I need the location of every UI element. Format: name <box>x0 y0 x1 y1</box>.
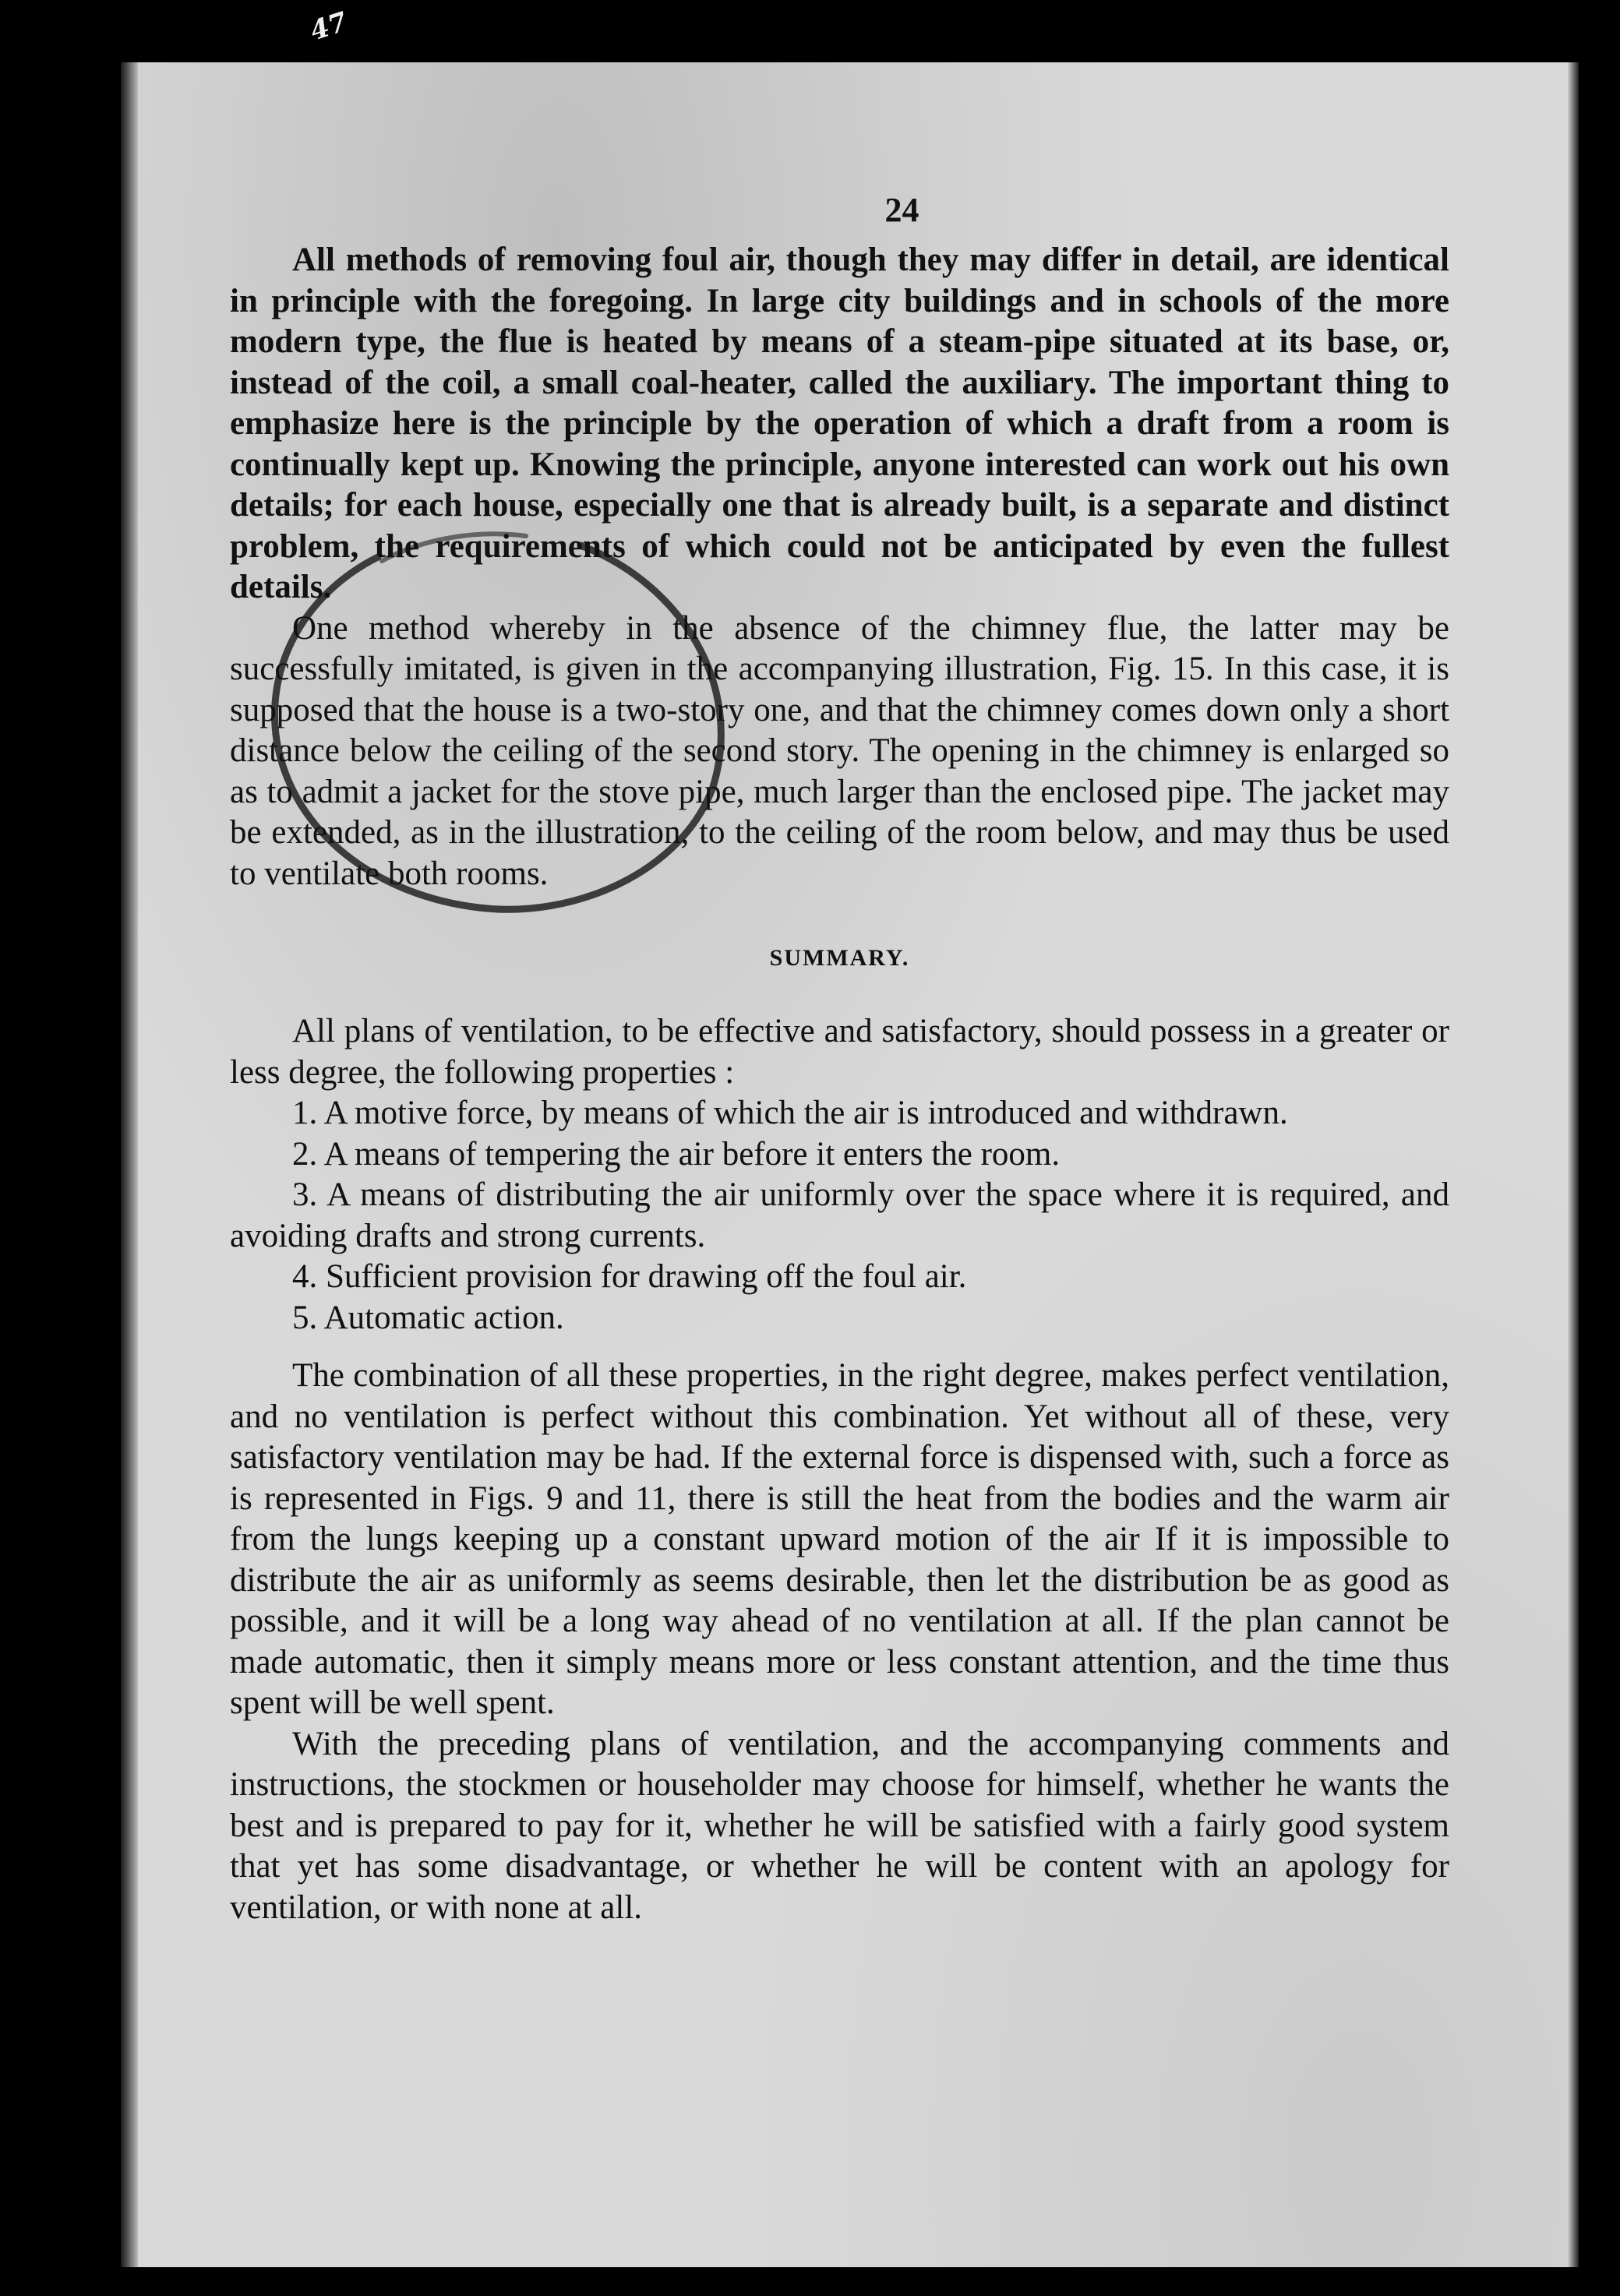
page-binding-edge <box>121 62 138 2267</box>
page-body-text <box>230 187 1449 1928</box>
paragraph-closing: With the preceding plans of ventilation, and the accompanying comments and instructions, the stockmen or householder may choose for himself, whether he wants the best and is prepared to pay for it, whether he will be satisfied with a fairly good system that yet has some disadvantage, or whether he will be content with an apology for ventilation, or with none at all. <box>230 1725 1449 1926</box>
paragraph-foul-air-methods: All methods of removing foul air, though they may differ in detail, are identical in principle with the foregoing. In large city buildings and in schools of the more modern type, the flue is heated by means of a steam-pipe situated at its base, or, instead of the coil, a small coal-heater, called the auxiliary. The important thing to emphasize here is the principle by the operation of which a draft from a room is continually kept up. Knowing the principle, anyone interested can work out his own details; for each house, especially one that is already built, is a separate and distinct problem, the requirements of which could not be anticipated by even the fullest details. <box>230 242 1449 605</box>
page-right-edge <box>1568 62 1579 2267</box>
summary-heading: SUMMARY. <box>769 945 910 971</box>
summary-intro: All plans of ventilation, to be effective and satisfactory, should possess in a greater or less degree, the following properties : <box>230 1013 1449 1091</box>
paragraph-chimney-imitation: One method whereby in the absence of the chimney flue, the latter may be successfully imitated, is given in the accompanying illustration, Fig. 15. In this case, it is supposed that the house is a two-story one, and that the chimney comes down only a short distance below the ceiling of the second story. The opening in the chimney is enlarged so as to admit a jacket for the stove pipe, much larger than the enclosed pipe. The jacket may be extended, as in the illustration, to the ceiling of the room below, and may thus be used to ventilate both rooms. <box>230 609 1449 892</box>
summary-list-item: 2. A means of tempering the air before it enters the room. <box>292 1135 1061 1173</box>
summary-list-item: 1. A motive force, by means of which the air is introduced and withdrawn. <box>292 1095 1288 1131</box>
summary-list-item: 3. A means of distributing the air uniformly over the space where it is required, and avoiding drafts and strong currents. <box>230 1176 1449 1254</box>
page-number: 24 <box>884 191 919 229</box>
paragraph-combination: The combination of all these properties, in the right degree, makes perfect ventilation, and no ventilation is perfect without this combination. Yet without all of these, very satisfactory ventilation may be had. If the external force is dispensed with, such a force as is represented in Figs. 9 and 11, there is still the heat from the bodies and the warm air from the lungs keeping up a constant upward motion of the air If it is impossible to distribute the air as uniformly as seems desirable, then let the distribution be as good as possible, and it will be a long way ahead of no ventilation at all. If the plan cannot be made automatic, then it simply means more or less constant attention, and the time thus spent will be well spent. <box>230 1357 1449 1721</box>
corner-handwritten-mark: 47 <box>306 5 351 48</box>
summary-list-item: 4. Sufficient provision for drawing off the foul air. <box>292 1258 967 1295</box>
summary-list-item: 5. Automatic action. <box>292 1299 564 1336</box>
